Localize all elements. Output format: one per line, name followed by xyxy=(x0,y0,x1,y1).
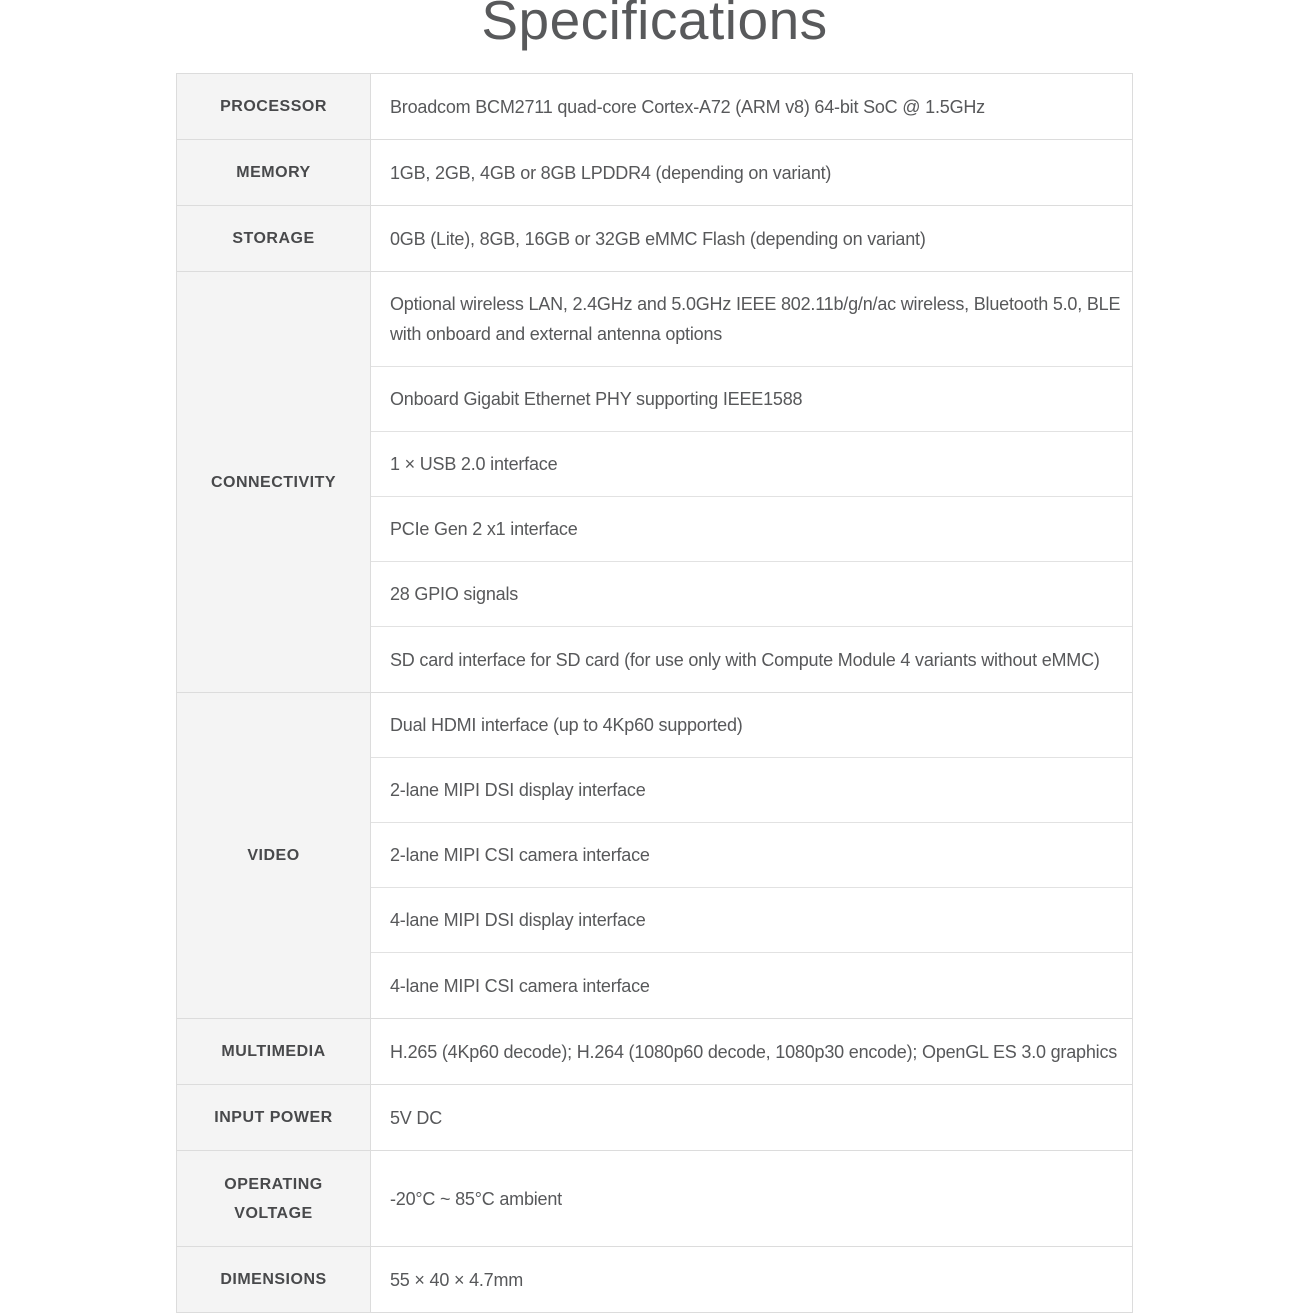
spec-values xyxy=(371,140,1132,205)
spec-value: H.265 (4Kp60 decode); H.264 (1080p60 decode, 1080p30 encode); OpenGL ES 3.0 graphics xyxy=(390,1041,1118,1062)
spec-values xyxy=(371,206,1132,271)
spec-value: 1 × USB 2.0 interface xyxy=(371,432,1132,497)
spec-value: PCIe Gen 2 x1 interface xyxy=(371,497,1132,562)
spec-row xyxy=(177,1019,1132,1085)
spec-values xyxy=(371,1247,1132,1312)
spec-label: CONNECTIVITY xyxy=(177,272,371,692)
spec-value: Onboard Gigabit Ethernet PHY supporting IEEE1588 xyxy=(371,367,1132,432)
spec-row xyxy=(177,693,1132,1019)
spec-value: 0GB (Lite), 8GB, 16GB or 32GB eMMC Flash (depending on variant) xyxy=(390,228,926,249)
spec-label: DIMENSIONS xyxy=(177,1247,371,1312)
spec-label: MULTIMEDIA xyxy=(177,1019,371,1084)
spec-value: 1GB, 2GB, 4GB or 8GB LPDDR4 (depending on variant) xyxy=(390,162,832,183)
spec-value: Dual HDMI interface (up to 4Kp60 supported) xyxy=(371,693,1132,758)
spec-value: 28 GPIO signals xyxy=(371,562,1132,627)
spec-values xyxy=(371,1085,1132,1150)
spec-row xyxy=(177,1151,1132,1247)
spec-values xyxy=(371,693,1132,1018)
spec-values xyxy=(371,74,1132,139)
spec-values xyxy=(371,1019,1132,1084)
spec-value: Broadcom BCM2711 quad-core Cortex-A72 (ARM v8) 64-bit SoC @ 1.5GHz xyxy=(390,96,985,117)
spec-row xyxy=(177,1247,1132,1312)
spec-value: SD card interface for SD card (for use only with Compute Module 4 variants without eMMC) xyxy=(390,649,1100,670)
spec-label: INPUT POWER xyxy=(177,1085,371,1150)
spec-label: OPERATING VOLTAGE xyxy=(177,1151,371,1246)
spec-values xyxy=(371,272,1132,692)
spec-value: 4-lane MIPI CSI camera interface xyxy=(390,975,650,996)
spec-label: STORAGE xyxy=(177,206,371,271)
spec-values xyxy=(371,1151,1132,1246)
spec-value: 55 × 40 × 4.7mm xyxy=(390,1269,524,1290)
spec-value: 5V DC xyxy=(390,1107,443,1128)
spec-value: 4-lane MIPI DSI display interface xyxy=(371,888,1132,953)
spec-value: 2-lane MIPI CSI camera interface xyxy=(371,823,1132,888)
page-title: Specifications xyxy=(481,0,828,51)
spec-label: VIDEO xyxy=(177,693,371,1018)
spec-row xyxy=(177,272,1132,693)
spec-value: 2-lane MIPI DSI display interface xyxy=(371,758,1132,823)
spec-value: Optional wireless LAN, 2.4GHz and 5.0GHz IEEE 802.11b/g/n/ac wireless, Bluetooth 5.0, BLE with onboard and external antenna options xyxy=(371,272,1132,367)
spec-row xyxy=(177,140,1132,206)
spec-table xyxy=(176,73,1133,1313)
spec-value: -20°C ~ 85°C ambient xyxy=(390,1188,562,1209)
spec-label: PROCESSOR xyxy=(177,74,371,139)
spec-label: MEMORY xyxy=(177,140,371,205)
spec-row xyxy=(177,74,1132,140)
spec-row xyxy=(177,1085,1132,1151)
spec-row xyxy=(177,206,1132,272)
